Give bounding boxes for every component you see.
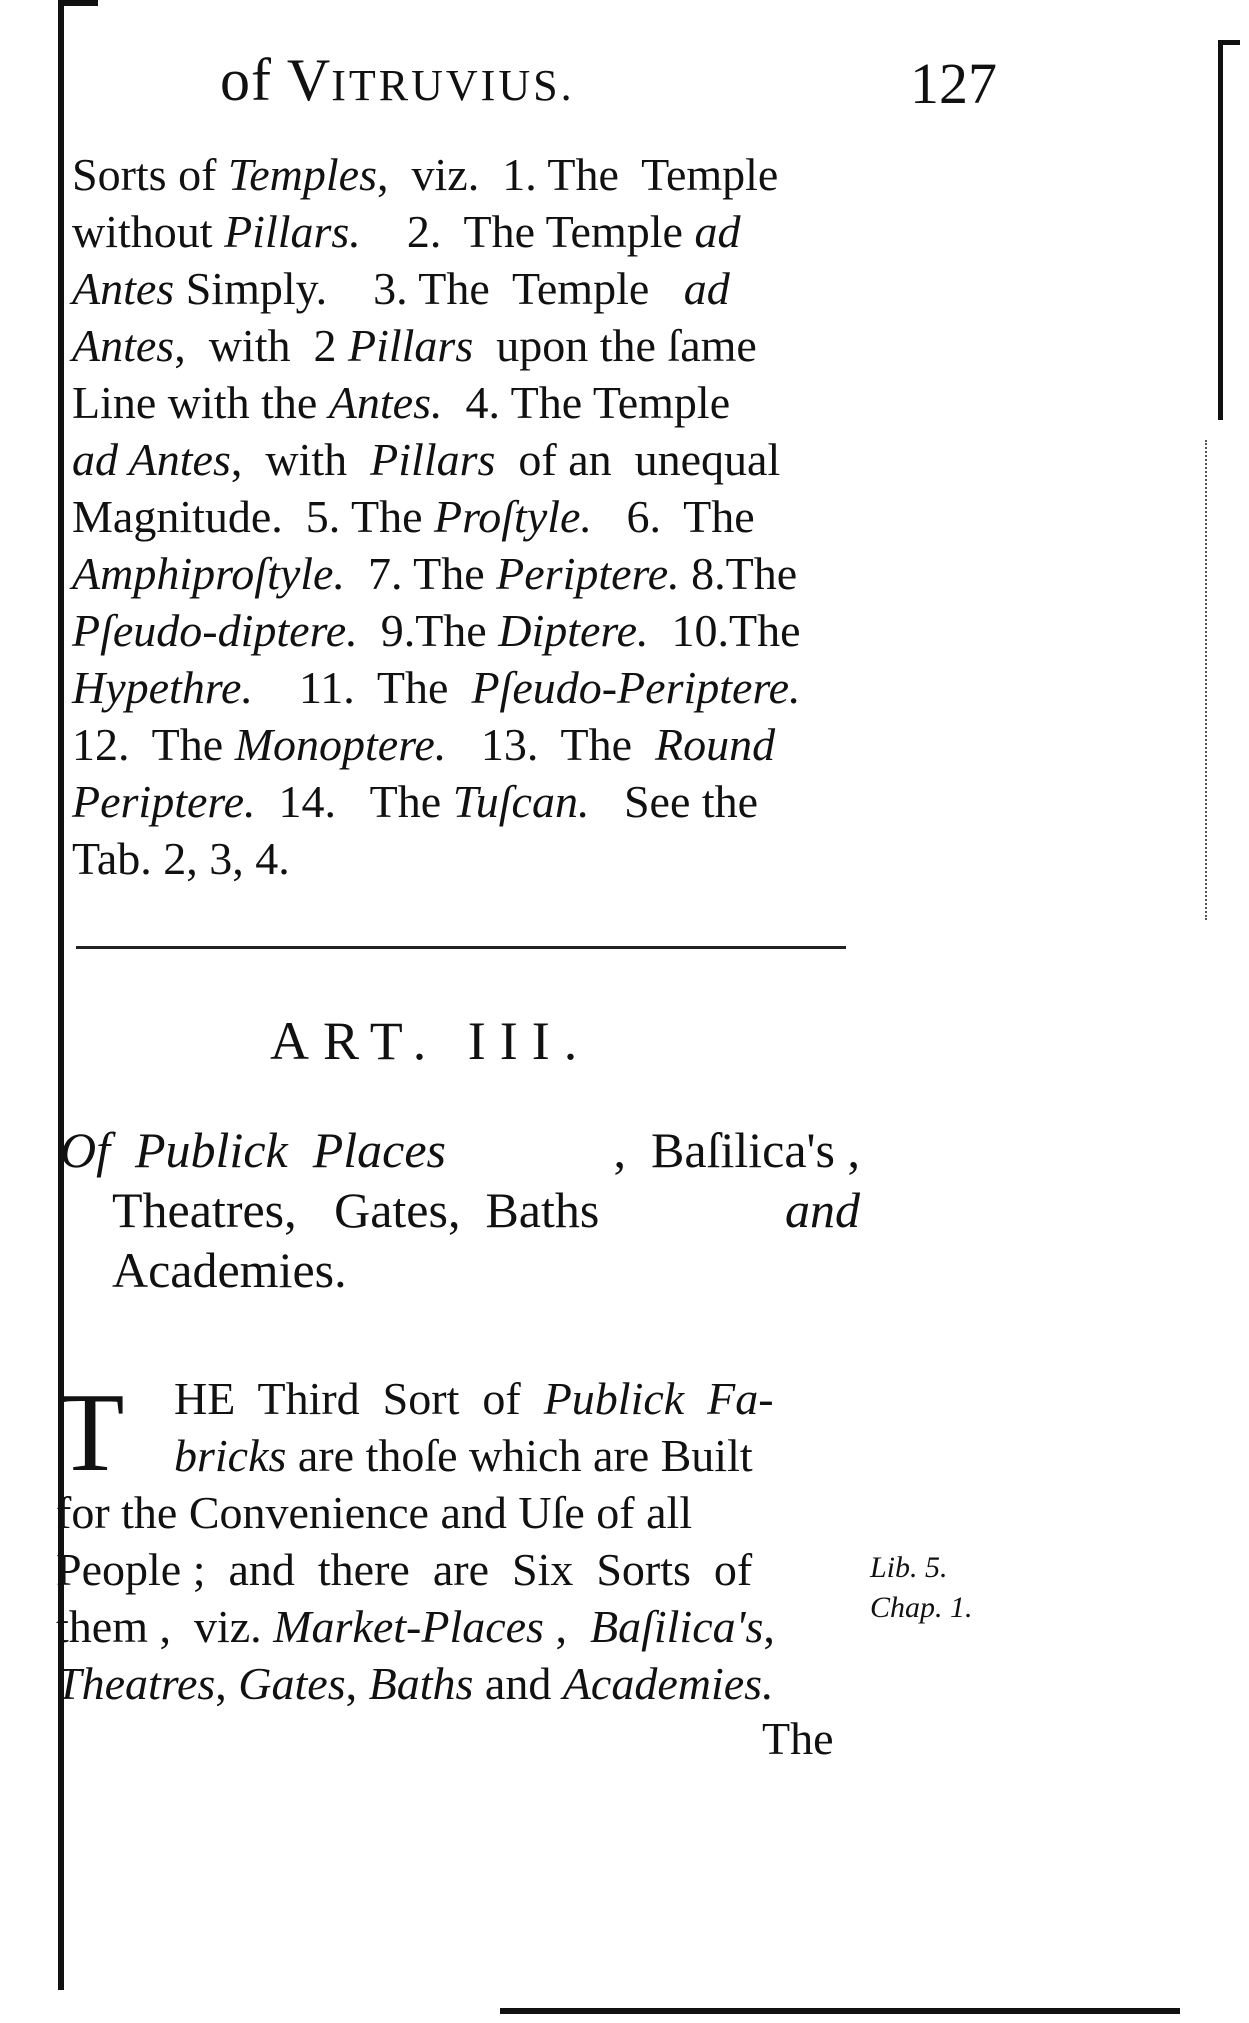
italic-run: ad: [683, 263, 730, 314]
italic-run: Pillars: [347, 320, 474, 371]
text-run: 7. The: [344, 548, 497, 599]
text-run: See the: [589, 776, 759, 827]
running-head-prefix: of: [220, 47, 287, 113]
italic-run: Periptere.: [496, 548, 680, 599]
running-head-initial: V: [286, 47, 332, 113]
text-line: [56, 1598, 852, 1655]
text-run: , with 2: [174, 320, 348, 371]
italic-run: ad: [694, 206, 741, 257]
italic-run: Of Publick Places: [60, 1122, 446, 1178]
text-line: [56, 1427, 852, 1484]
text-run: upon the ſame: [473, 320, 757, 371]
text-line: [72, 830, 864, 887]
italic-run: Antes.: [328, 377, 443, 428]
text-run: them , viz.: [56, 1601, 274, 1652]
italic-run: Pillars.: [224, 206, 361, 257]
italic-run: Pſeudo-Periptere.: [471, 662, 801, 713]
margin-note-chap: Chap. 1.: [870, 1591, 973, 1624]
text-line: [72, 317, 864, 374]
drop-cap: T: [56, 1371, 125, 1495]
scan-specks: [1205, 440, 1209, 920]
italic-run: Antes: [72, 263, 175, 314]
italic-run: Pillars: [370, 434, 496, 485]
text-line: [72, 260, 864, 317]
text-run: ,: [763, 1601, 775, 1652]
italic-run: Publick Fa-: [543, 1373, 774, 1424]
page-number: 127: [910, 51, 997, 116]
text-run: Magnitude. 5. The: [72, 491, 434, 542]
italic-run: bricks: [174, 1430, 287, 1481]
text-run: , Baſilica's ,: [613, 1122, 860, 1178]
scan-edge-bottom: [500, 2008, 1180, 2014]
text-run: 11. The: [252, 662, 472, 713]
text-run: are thoſe which are Built: [286, 1430, 753, 1481]
text-line: [72, 374, 864, 431]
italic-run: Temples: [227, 149, 378, 200]
text-line: [60, 1180, 860, 1240]
text-run: HE Third Sort of: [174, 1373, 544, 1424]
text-run: ,: [345, 1658, 369, 1709]
italic-run: Theatres: [56, 1658, 216, 1709]
text-line: [56, 1655, 852, 1712]
text-run: 4. The Temple: [442, 377, 731, 428]
text-run: 14. The: [255, 776, 453, 827]
text-line: [56, 1370, 852, 1427]
text-run: Line with the: [72, 377, 329, 428]
text-run: Tab. 2, 3, 4.: [72, 833, 290, 884]
text-run: 8.The: [679, 548, 798, 599]
text-run: , viz. 1. The Temple: [377, 149, 779, 200]
text-run: Theatres, Gates, Baths: [112, 1182, 612, 1238]
italic-run: Pſeudo-diptere.: [72, 605, 358, 656]
italic-run: and: [785, 1182, 860, 1238]
text-line: [60, 1120, 860, 1180]
paragraph-temples: [72, 146, 864, 887]
italic-run: Tuſcan.: [452, 776, 590, 827]
text-run: for the Convenience and Uſe of all: [56, 1487, 693, 1538]
text-run: 12. The: [72, 719, 235, 770]
italic-run: Amphiproſtyle.: [72, 548, 345, 599]
margin-note-lib: Lib. 5.: [870, 1551, 948, 1584]
text-line: [72, 545, 864, 602]
text-line: [72, 203, 864, 260]
text-run: 6. The: [591, 491, 755, 542]
text-line: [72, 773, 864, 830]
italic-run: Baſilica's: [589, 1601, 764, 1652]
margin-note: [870, 1548, 973, 1628]
italic-run: Hypethre.: [72, 662, 253, 713]
text-run: Sorts of: [72, 149, 228, 200]
text-line: [72, 488, 864, 545]
text-run: and: [473, 1658, 563, 1709]
catchword: The: [762, 1713, 834, 1764]
scan-edge-right-top: [1218, 40, 1240, 45]
paragraph-publick-fabricks: [56, 1370, 852, 1712]
text-line: [56, 1541, 852, 1598]
text-line: [72, 146, 864, 203]
italic-run: ad Antes: [72, 434, 231, 485]
text-run: of an unequal: [495, 434, 781, 485]
running-head: [220, 40, 1000, 120]
italic-run: Antes: [72, 320, 175, 371]
text-run: 10.The: [648, 605, 801, 656]
article-heading: ART. III.: [270, 1011, 592, 1071]
section-title: [60, 1120, 860, 1300]
italic-run: Periptere.: [72, 776, 256, 827]
scan-edge-top-left: [58, 0, 98, 6]
text-run: Academies.: [112, 1242, 347, 1298]
text-line: [72, 431, 864, 488]
text-line: [72, 602, 864, 659]
text-run: People ; and there are Six Sorts of: [56, 1544, 753, 1595]
text-run: ,: [543, 1601, 590, 1652]
text-line: [72, 659, 864, 716]
italic-run: Monoptere.: [234, 719, 447, 770]
text-line: [60, 1240, 860, 1300]
text-run: 9.The: [357, 605, 499, 656]
section-divider: [76, 946, 846, 949]
text-run: 2. The Temple: [360, 206, 695, 257]
text-run: , with: [230, 434, 371, 485]
italic-run: Proſtyle.: [433, 491, 592, 542]
italic-run: Baths: [368, 1658, 474, 1709]
italic-run: Round: [655, 719, 776, 770]
italic-run: Academies.: [562, 1658, 774, 1709]
text-run: 13. The: [446, 719, 656, 770]
italic-run: Gates: [238, 1658, 346, 1709]
text-line: [72, 716, 864, 773]
italic-run: Diptere.: [498, 605, 649, 656]
running-head-title: [220, 46, 575, 115]
text-line: [56, 1484, 852, 1541]
running-head-rest: ITRUVIUS.: [331, 61, 575, 110]
italic-run: Market-Places: [273, 1601, 544, 1652]
scan-edge-right: [1218, 40, 1223, 420]
text-run: without: [72, 206, 225, 257]
text-run: Simply. 3. The Temple: [174, 263, 684, 314]
text-run: ,: [215, 1658, 239, 1709]
